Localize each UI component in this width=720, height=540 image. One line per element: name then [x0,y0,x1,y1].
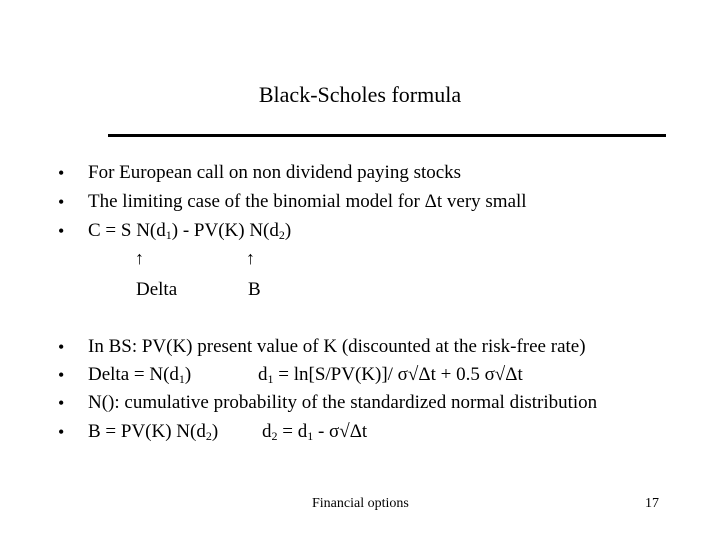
slide-title: Black-Scholes formula [258,82,462,107]
bullet-european-call: For European call on non dividend paying stocks [88,162,462,183]
formula-sub-1: 1 [165,228,172,242]
bullet-b-rhs [262,421,367,443]
delta-lhs-text: Delta = N(d [88,364,179,385]
bullet-formula [88,220,291,242]
bullet-delta-rhs [258,364,523,386]
label-b: B [248,279,261,300]
label-delta: Delta [136,279,178,300]
d1-symbol: d [258,364,268,385]
delta-lhs-sub: 1 [178,372,185,386]
d2-expression: - σ√Δt [313,421,368,442]
formula-middle: ) - PV(K) N(d [171,220,279,241]
b-lhs-sub: 2 [205,429,212,443]
formula-prefix: C = S N(d [88,220,166,241]
bullet-marker: • [58,393,65,413]
bullet-marker: • [58,192,65,212]
bullet-marker: • [58,365,65,385]
bullet-marker: • [58,422,65,442]
delta-lhs-end: ) [184,364,192,385]
b-lhs-text: B = PV(K) N(d [88,421,206,442]
d1-sub: 1 [267,372,274,386]
b-lhs-end: ) [211,421,219,442]
bullet-marker: • [58,337,65,357]
bullet-bs-pv: In BS: PV(K) present value of K (discounted at the risk-free rate) [88,336,586,357]
bullet-marker: • [58,163,65,183]
bullet-b-lhs [88,421,218,443]
formula-suffix: ) [284,220,292,241]
up-arrow-icon: ↑ [135,248,144,268]
bullet-n-definition: N(): cumulative probability of the standardized normal distribution [88,392,598,413]
footer-label: Financial options [312,496,409,511]
bullet-delta-lhs [88,364,191,386]
bullet-marker: • [58,221,65,241]
d2-equals: = d [277,421,308,442]
bullet-limiting-case: The limiting case of the binomial model for Δt very small [88,191,527,212]
formula-sub-2: 2 [278,228,285,242]
title-divider [108,134,666,137]
d2-d1-sub: 1 [307,429,314,443]
d1-expression: = ln[S/PV(K)]/ σ√Δt + 0.5 σ√Δt [273,364,523,385]
up-arrow-icon: ↑ [246,248,255,268]
d2-symbol: d [262,421,272,442]
page-number: 17 [645,496,659,511]
d2-sub: 2 [271,429,278,443]
